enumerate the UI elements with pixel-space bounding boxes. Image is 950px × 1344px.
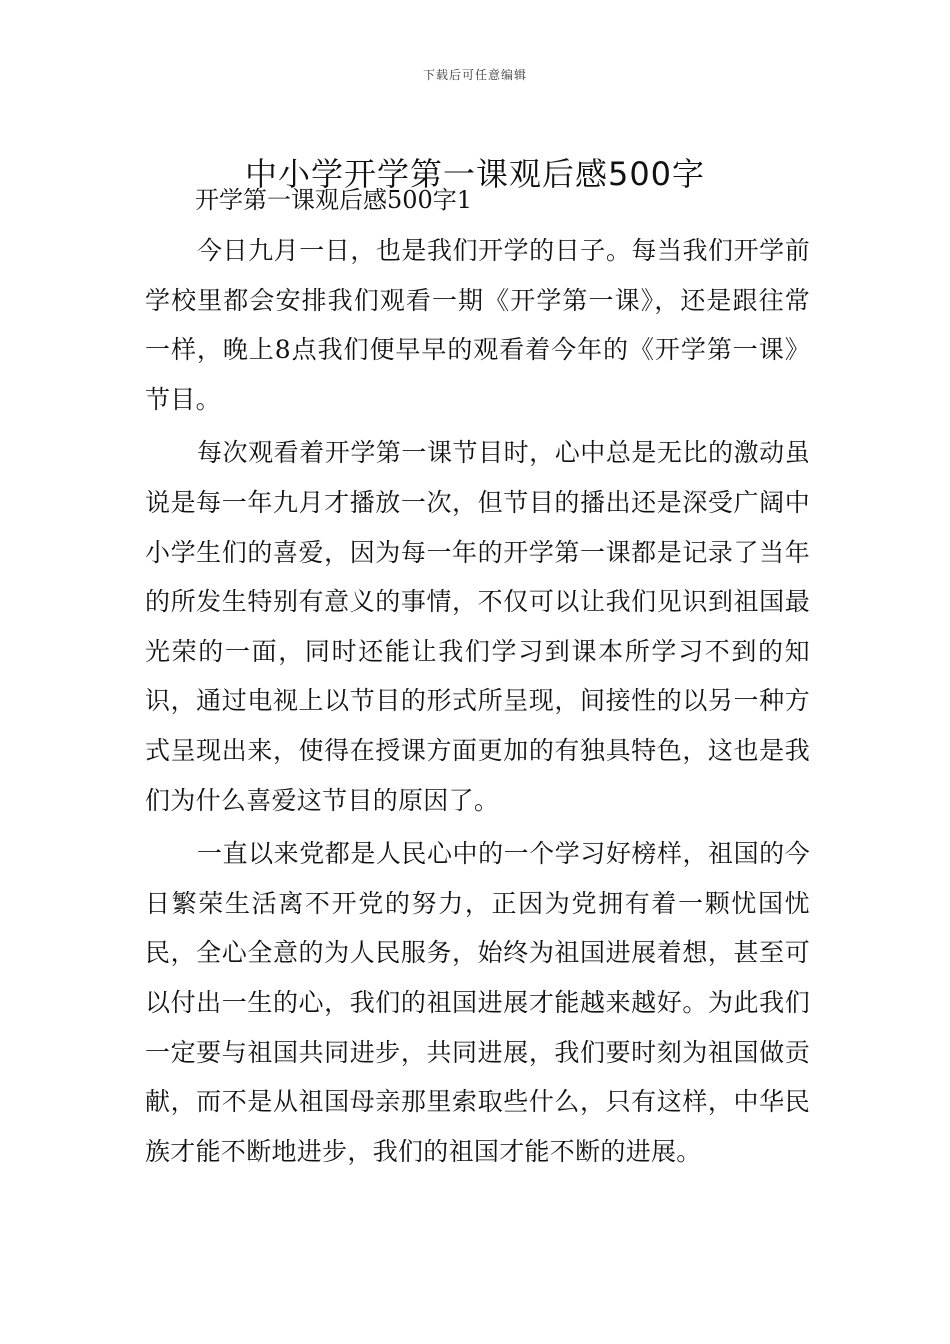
paragraph-3: 一直以来党都是人民心中的一个学习好榜样，祖国的今日繁荣生活离不开党的努力，正因为党拥有着一颗忧国忧民，全心全意的为人民服务，始终为祖国进展着想，甚至可以付出一生的心，我们的祖国进展才能越来越好。为此我们一定要与祖国共同进步，共同进展，我们要时刻为祖国做贡献，而不是从祖国母亲那里索取些什么，只有这样，中华民族才能不断地进步，我们的祖国才能不断的进展。 — [145, 839, 810, 1166]
section-subtitle: 开学第一课观后感500字1 — [195, 186, 473, 214]
document-title: 中小学开学第一课观后感500字 — [244, 155, 706, 194]
paragraph-1: 今日九月一日，也是我们开学的日子。每当我们开学前学校里都会安排我们观看一期《开学第一课》，还是跟往常一样，晚上8点我们便早早的观看着今年的《开学第一课》节目。 — [145, 236, 810, 414]
header-note: 下载后可任意编辑 — [422, 68, 527, 82]
document-body — [145, 178, 810, 1176]
paragraph-2: 每次观看着开学第一课节目时，心中总是无比的激动虽说是每一年九月才播放一次，但节目的播出还是深受广阔中小学生们的喜爱，因为每一年的开学第一课都是记录了当年的所发生特别有意义的事情，不仅可以让我们见识到祖国最光荣的一面，同时还能让我们学习到课本所学习不到的知识，通过电视上以节目的形式所呈现，间接性的以另一种方式呈现出来，使得在授课方面更加的有独具特色，这也是我们为什么喜爱这节目的原因了。 — [145, 438, 810, 815]
